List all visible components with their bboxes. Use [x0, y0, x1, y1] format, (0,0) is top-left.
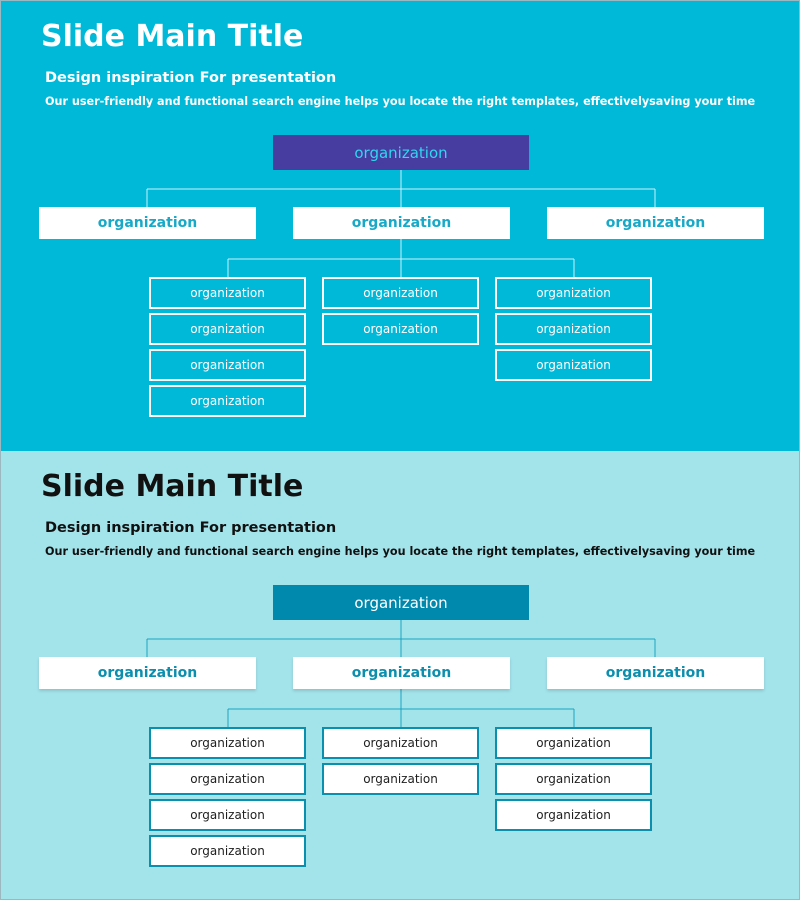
org-level3-node: organization: [495, 277, 652, 309]
org-level3-node: organization: [149, 763, 306, 795]
slide-subtitle: Design inspiration For presentation: [45, 70, 337, 86]
org-level3-node: organization: [322, 313, 479, 345]
org-level3-node: organization: [495, 763, 652, 795]
org-level3-node: organization: [495, 313, 652, 345]
org-root-node: organization: [273, 585, 529, 620]
slide-title: Slide Main Title: [41, 469, 304, 504]
org-level3-node: organization: [495, 799, 652, 831]
org-level3-node: organization: [495, 727, 652, 759]
org-level3-node: organization: [149, 277, 306, 309]
org-level2-node-left: organization: [39, 207, 256, 239]
org-level2-node-right: organization: [547, 207, 764, 239]
org-level3-node: organization: [322, 727, 479, 759]
slide-description: Our user-friendly and functional search engine helps you locate the right templates, effectivelysaving your time: [45, 545, 756, 558]
org-level2-node-left: organization: [39, 657, 256, 689]
org-level3-node: organization: [495, 349, 652, 381]
org-level3-node: organization: [149, 349, 306, 381]
org-root-node: organization: [273, 135, 529, 170]
org-level3-node: organization: [322, 763, 479, 795]
org-level3-node: organization: [149, 727, 306, 759]
slide-2: [1, 451, 800, 900]
org-level3-node: organization: [322, 277, 479, 309]
org-level3-node: organization: [149, 799, 306, 831]
org-level2-node-middle: organization: [293, 207, 510, 239]
slide-subtitle: Design inspiration For presentation: [45, 520, 337, 536]
org-level2-node-middle: organization: [293, 657, 510, 689]
slide-title: Slide Main Title: [41, 19, 304, 54]
slide-description: Our user-friendly and functional search engine helps you locate the right templates, effectivelysaving your time: [45, 95, 756, 108]
org-level3-node: organization: [149, 313, 306, 345]
org-level3-node: organization: [149, 385, 306, 417]
org-level3-node: organization: [149, 835, 306, 867]
org-level2-node-right: organization: [547, 657, 764, 689]
slide-1: [1, 1, 800, 451]
